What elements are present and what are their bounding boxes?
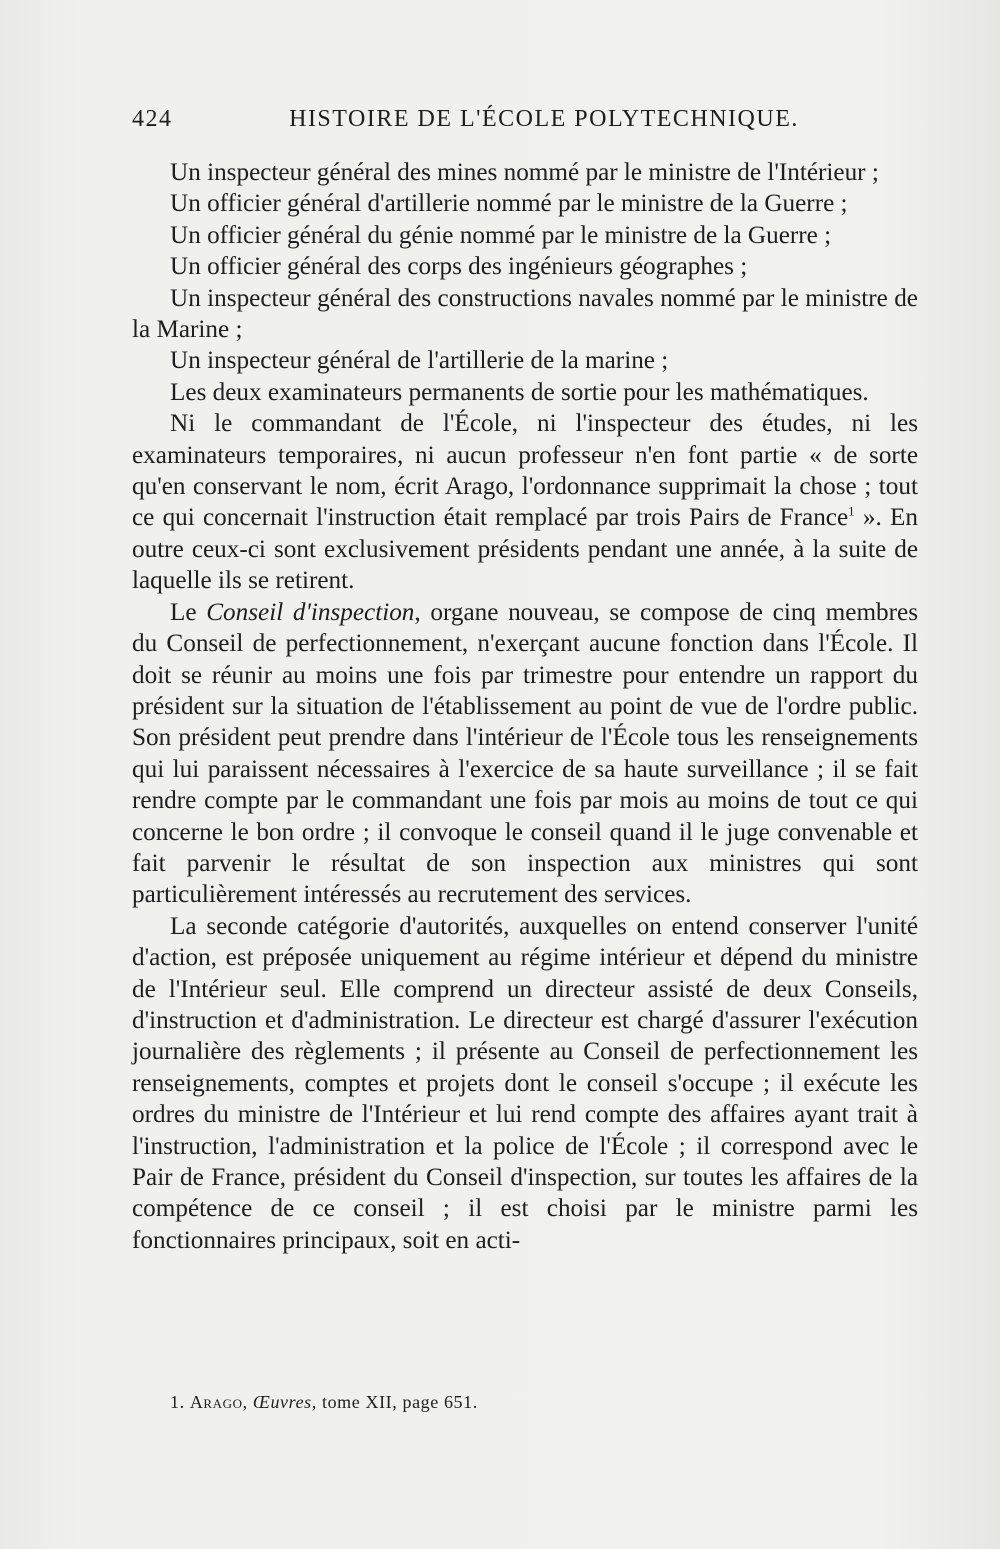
running-title: HISTOIRE DE L'ÉCOLE POLYTECHNIQUE. — [289, 106, 799, 132]
paragraph-text: , organe nouveau, se compose de cinq membres du Conseil de perfectionnement, n'exerçant aucune fonction dans l'École. Il doit se réunir au moins une fois par trimestre pour entendre un rapport du président sur la situation de l'établissement au point de vue de l'ordre public. Son président peut prendre dans l'intérieur de l'École tous les renseignements qui lui paraissent nécessaires à l'exercice de sa haute surveillance ; il se fait rendre compte par le commandant une fois par mois au moins de tout ce qui concerne le bon ordre ; il convoque le conseil quand il le juge convenable et fait parvenir le résultat de son inspection aux ministres qui sont particulièrement intéressés au recrutement des services. — [132, 598, 918, 909]
paragraph-text: Le — [170, 598, 197, 626]
list-item: Les deux examinateurs permanents de sortie pour les mathématiques. — [170, 378, 869, 406]
emphasis-term: Conseil d'inspection — [206, 598, 415, 626]
list-item: Un inspecteur général de l'artillerie de la marine ; — [170, 347, 669, 375]
paragraph — [132, 597, 918, 911]
list-item: Un officier général d'artillerie nommé par le ministre de la Guerre ; — [170, 190, 848, 218]
paragraph-text: ». En outre ceux-ci sont exclusivement présidents pendant une année, à la suite de laquelle ils se retirent. — [132, 504, 918, 595]
paragraph: La seconde catégorie d'autorités, auxquelles on entend conserver l'unité d'action, est préposée uniquement au régime intérieur et dépend du ministre de l'Intérieur seul. Elle comprend un directeur assisté de deux Conseils, d'instruction et d'administration. Le directeur est chargé d'assurer l'exécution journalière des règlements ; il présente au Conseil de perfectionnement les renseignements, comptes et projets dont le conseil s'occupe ; il exécute les ordres du ministre de l'Intérieur et lui rend compte des affaires ayant trait à l'instruction, l'administration et la police de l'École ; il correspond avec le Pair de France, président du Conseil d'inspection, sur toutes les affaires de la compétence de ce conseil ; il est choisi par le ministre parmi les fonctionnaires principaux, soit en acti- — [132, 912, 918, 1254]
list-item: Un inspecteur général des constructions navales nommé par le ministre de la Marine ; — [132, 284, 918, 344]
list-item: Un officier général des corps des ingénieurs géographes ; — [170, 253, 748, 281]
footnote-marker: 1 — [848, 504, 855, 520]
footnote-number: 1. — [170, 1392, 185, 1412]
page-number: 424 — [132, 106, 173, 132]
body-text — [132, 157, 918, 1256]
footnote-work: Œuvres, — [252, 1392, 317, 1412]
list-item: Un inspecteur général des mines nommé par le ministre de l'Intérieur ; — [170, 159, 879, 186]
list-item: Un officier général du génie nommé par le ministre de la Guerre ; — [170, 221, 832, 249]
paragraph — [132, 408, 918, 596]
paragraph-text: Ni le commandant de l'École, ni l'inspecteur des études, ni les examinateurs temporaires, ni aucun professeur n'en font partie « de sorte qu'en conservant le nom, écrit Arago, l'ordonnance supprimait la chose ; tout ce qui concernait l'instruction était remplacé par trois Pairs de France — [132, 410, 918, 532]
footnote-rest: tome XII, page 651. — [321, 1392, 478, 1412]
footnote — [170, 1392, 910, 1413]
footnote-author: Arago, — [189, 1392, 248, 1412]
page-header — [132, 106, 918, 133]
